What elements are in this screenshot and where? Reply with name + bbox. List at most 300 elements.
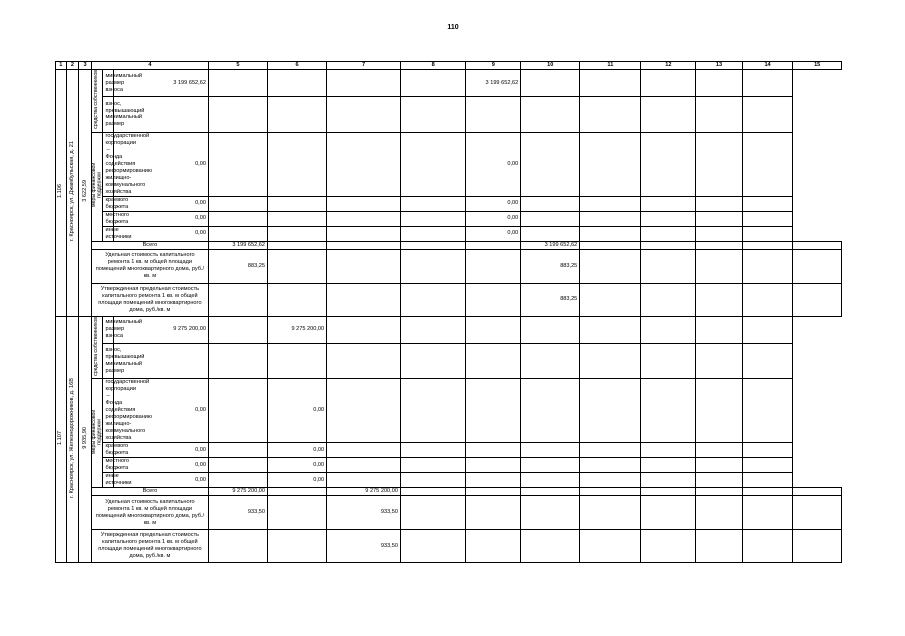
value-cell <box>466 249 521 283</box>
value-cell <box>208 443 267 458</box>
cell-text: 0,00 <box>195 476 206 483</box>
group-own-funds-text: средства собственников <box>93 70 100 129</box>
value-cell <box>466 316 521 343</box>
record-area-text: 9 935,90 <box>81 427 88 449</box>
cell-text: 0,00 <box>195 446 206 453</box>
value-cell <box>327 97 401 133</box>
value-cell <box>580 249 641 283</box>
value-cell <box>641 241 696 249</box>
value-cell <box>580 283 641 316</box>
group-support <box>91 132 103 241</box>
value-cell <box>268 70 327 97</box>
value-cell <box>742 70 793 97</box>
value-cell <box>268 473 327 488</box>
value-cell <box>400 241 465 249</box>
cell-text: 0,00 <box>507 215 519 222</box>
value-cell <box>208 226 267 241</box>
group-support-text: меры финансовой поддержки <box>90 163 103 208</box>
cell-text: 0,00 <box>507 230 519 237</box>
value-cell <box>466 443 521 458</box>
column-number: 8 <box>400 62 465 70</box>
column-number: 3 <box>79 62 92 70</box>
cell-text: местного бюджета <box>105 458 129 472</box>
value-cell <box>742 249 793 283</box>
value-cell <box>466 196 521 211</box>
cell-text: 883,25 <box>560 262 578 269</box>
record-address <box>66 70 79 317</box>
row-label-other <box>103 473 132 488</box>
value-cell <box>641 132 696 196</box>
value-cell <box>641 226 696 241</box>
group-support <box>91 379 103 488</box>
value-cell <box>580 530 641 563</box>
value-cell <box>521 211 580 226</box>
value-cell <box>742 283 793 316</box>
cell-text: 3 199 652,62 <box>232 241 266 248</box>
group-own-funds <box>91 70 103 133</box>
value-cell <box>521 241 580 249</box>
cell-text: 0,00 <box>313 461 325 468</box>
value-cell <box>327 473 401 488</box>
cell-text: минимальный размер взноса <box>105 72 143 93</box>
record-number <box>56 70 67 317</box>
value-cell <box>793 496 842 530</box>
column-number: 13 <box>696 62 742 70</box>
value-cell <box>641 473 696 488</box>
value-cell <box>208 249 267 283</box>
value-cell <box>400 211 465 226</box>
column-number: 9 <box>466 62 521 70</box>
value-cell <box>327 496 401 530</box>
value-cell <box>742 97 793 133</box>
value-cell <box>793 283 842 316</box>
cell-text: 0,00 <box>195 230 206 237</box>
value-cell <box>327 458 401 473</box>
value-cell <box>208 458 267 473</box>
value-cell <box>742 488 793 496</box>
row-label-above-min <box>103 343 145 379</box>
cell-text: 9 275 200,00 <box>291 326 325 333</box>
column-number: 11 <box>580 62 641 70</box>
value-cell <box>208 241 267 249</box>
row-label-local <box>103 211 129 226</box>
row-label-other <box>103 226 132 241</box>
table-row <box>56 249 842 283</box>
cell-text: 0,00 <box>313 446 325 453</box>
cell-text: 0,00 <box>313 407 325 414</box>
value-cell <box>580 343 641 379</box>
row-label-fund <box>103 132 153 196</box>
value-cell <box>580 132 641 196</box>
row-label-total <box>91 488 208 496</box>
value-cell <box>400 283 465 316</box>
value-cell <box>696 316 742 343</box>
value-cell <box>327 249 401 283</box>
value-cell <box>466 283 521 316</box>
value-cell <box>208 132 267 196</box>
group-support-text: меры финансовой поддержки <box>90 409 103 455</box>
value-cell <box>466 530 521 563</box>
value-cell <box>327 196 401 211</box>
value-cell <box>327 241 401 249</box>
column-number: 14 <box>742 62 793 70</box>
cell-text: 0,00 <box>507 200 519 207</box>
row-label-fund <box>103 379 153 443</box>
column-number: 10 <box>521 62 580 70</box>
cell-text: Утвержденная предельная стоимость капитального ремонта 1 кв. м общей площади помещений многоквартирного дома, руб./кв. м <box>98 532 202 560</box>
column-number: 15 <box>793 62 842 70</box>
cell-text: 883,25 <box>560 296 578 303</box>
value-cell <box>327 443 401 458</box>
cell-text: Всего <box>142 241 158 248</box>
value-cell <box>268 379 327 443</box>
value-cell <box>268 249 327 283</box>
value-cell <box>521 316 580 343</box>
cell-text: взнос, превышающий минимальный размер <box>105 100 145 128</box>
value-cell <box>466 70 521 97</box>
value-cell <box>742 379 793 443</box>
value-cell <box>742 343 793 379</box>
value-cell <box>466 97 521 133</box>
cell-text: 3 199 652,62 <box>173 79 206 86</box>
row-label-above-min <box>103 97 145 133</box>
value-cell <box>466 473 521 488</box>
value-cell <box>641 343 696 379</box>
value-cell <box>208 211 267 226</box>
value-cell <box>696 97 742 133</box>
value-cell <box>400 249 465 283</box>
value-cell <box>521 473 580 488</box>
value-cell <box>466 132 521 196</box>
value-cell <box>208 530 267 563</box>
column-number: 2 <box>66 62 79 70</box>
value-cell <box>521 488 580 496</box>
value-cell <box>268 443 327 458</box>
cell-text: 9 275 200,00 <box>232 488 266 495</box>
value-cell <box>641 196 696 211</box>
record-area-text: 3 622,59 <box>81 180 88 203</box>
value-cell <box>580 97 641 133</box>
cell-text: 3 199 652,62 <box>544 241 578 248</box>
cell-text: 0,00 <box>195 407 206 414</box>
cell-text: Утвержденная предельная стоимость капитального ремонта 1 кв. м общей площади помещений многоквартирного дома, руб./кв. м <box>98 285 202 313</box>
value-cell <box>268 211 327 226</box>
column-number-row <box>56 62 842 70</box>
value-cell <box>466 458 521 473</box>
table-row <box>56 488 842 496</box>
value-cell <box>696 443 742 458</box>
row-label-limit-cost <box>91 283 208 316</box>
value-cell <box>696 241 742 249</box>
cell-text: 883,25 <box>247 262 266 269</box>
value-cell <box>268 496 327 530</box>
value-cell <box>466 496 521 530</box>
record-address-text: г. Красноярск, ул. Джамбульская, д. 21 <box>68 141 75 242</box>
value-cell <box>742 132 793 196</box>
value-cell <box>208 496 267 530</box>
value-cell <box>466 241 521 249</box>
table-body <box>56 62 842 563</box>
value-cell <box>521 443 580 458</box>
value-cell <box>208 473 267 488</box>
value-cell <box>400 379 465 443</box>
record-number <box>56 316 67 563</box>
cell-text: местного бюджета <box>105 211 129 225</box>
cell-text: иные источники <box>105 226 132 240</box>
value-cell <box>400 496 465 530</box>
value-cell <box>327 343 401 379</box>
value-cell <box>641 488 696 496</box>
cell-text: 0,00 <box>195 461 206 468</box>
table-row <box>56 211 842 226</box>
value-cell <box>268 283 327 316</box>
value-cell <box>521 496 580 530</box>
value-cell <box>742 458 793 473</box>
cell-text: краевого бюджета <box>105 443 129 457</box>
value-cell <box>327 530 401 563</box>
cell-text: 933,50 <box>380 542 398 549</box>
cell-text: 0,00 <box>195 160 206 167</box>
cell-text: 933,50 <box>380 509 398 516</box>
value-cell <box>580 443 641 458</box>
cell-text: 0,00 <box>313 476 325 483</box>
value-cell <box>327 283 401 316</box>
value-cell <box>327 316 401 343</box>
value-cell <box>268 530 327 563</box>
value-cell <box>793 530 842 563</box>
cell-text: 0,00 <box>507 160 519 167</box>
value-cell <box>208 316 267 343</box>
value-cell <box>327 211 401 226</box>
value-cell <box>641 316 696 343</box>
value-cell <box>521 458 580 473</box>
value-cell <box>696 496 742 530</box>
value-cell <box>400 473 465 488</box>
cell-text: Удельная стоимость капитального ремонта 1 кв. м общей площади помещений многоквартирного дома, руб./кв. м <box>95 252 205 280</box>
value-cell <box>208 196 267 211</box>
table-row <box>56 530 842 563</box>
value-cell <box>400 226 465 241</box>
cell-text: 9 275 200,00 <box>173 326 206 333</box>
value-cell <box>742 473 793 488</box>
value-cell <box>641 458 696 473</box>
cell-text: минимальный размер взноса <box>105 319 143 340</box>
value-cell <box>208 488 267 496</box>
column-number: 5 <box>208 62 267 70</box>
value-cell <box>696 226 742 241</box>
value-cell <box>327 70 401 97</box>
value-cell <box>793 241 842 249</box>
value-cell <box>742 196 793 211</box>
value-cell <box>521 283 580 316</box>
row-label-min-fee <box>103 316 143 343</box>
value-cell <box>208 70 267 97</box>
row-label-regional <box>103 196 129 211</box>
value-cell <box>580 316 641 343</box>
value-cell <box>793 488 842 496</box>
value-cell <box>742 241 793 249</box>
table-row <box>56 379 842 443</box>
value-cell <box>327 132 401 196</box>
cell-text: государственной корпорации – Фонда содействия реформированию жилищно-коммунального хозяйства <box>105 379 153 442</box>
column-number: 12 <box>641 62 696 70</box>
table-row <box>56 132 842 196</box>
value-cell <box>268 226 327 241</box>
row-label-local <box>103 458 129 473</box>
value-cell <box>521 343 580 379</box>
record-address-text: г. Красноярск, ул. Железнодорожников, д. 16В <box>68 377 75 498</box>
value-cell <box>696 458 742 473</box>
table-row <box>56 283 842 316</box>
column-number: 7 <box>327 62 401 70</box>
value-cell <box>696 196 742 211</box>
value-cell <box>696 343 742 379</box>
value-cell <box>268 316 327 343</box>
value-cell <box>400 196 465 211</box>
value-cell <box>400 132 465 196</box>
value-cell <box>268 458 327 473</box>
value-cell <box>580 458 641 473</box>
value-cell <box>400 488 465 496</box>
cell-text: 933,50 <box>247 509 266 516</box>
row-label-total <box>91 241 208 249</box>
value-cell <box>400 70 465 97</box>
table-row <box>56 343 842 379</box>
column-number: 6 <box>268 62 327 70</box>
cell-text: государственной корпорации – Фонда содействия реформированию жилищно-коммунального хозяйства <box>105 132 153 195</box>
value-cell <box>268 132 327 196</box>
value-cell <box>641 70 696 97</box>
value-cell <box>742 316 793 343</box>
value-cell <box>696 132 742 196</box>
row-label-regional <box>103 443 129 458</box>
value-cell <box>580 473 641 488</box>
record-address <box>66 316 79 563</box>
value-cell <box>521 132 580 196</box>
value-cell <box>400 316 465 343</box>
record-number-text: 1.106 <box>57 184 64 199</box>
value-cell <box>580 70 641 97</box>
value-cell <box>466 211 521 226</box>
row-label-unit-cost <box>91 496 208 530</box>
value-cell <box>208 379 267 443</box>
cell-text: Всего <box>142 488 158 495</box>
value-cell <box>742 496 793 530</box>
value-cell <box>641 530 696 563</box>
value-cell <box>742 226 793 241</box>
cell-text: 0,00 <box>195 200 206 207</box>
value-cell <box>327 488 401 496</box>
value-cell <box>580 241 641 249</box>
column-number: 4 <box>91 62 208 70</box>
row-label-limit-cost <box>91 530 208 563</box>
value-cell <box>268 196 327 211</box>
record-area <box>79 70 92 317</box>
value-cell <box>696 488 742 496</box>
value-cell <box>268 241 327 249</box>
table-row <box>56 196 842 211</box>
value-cell <box>641 496 696 530</box>
cell-text: 3 199 652,62 <box>485 79 519 86</box>
record-number-text: 1.107 <box>57 430 64 445</box>
group-own-funds <box>91 316 103 379</box>
cell-text: иные источники <box>105 473 132 487</box>
value-cell <box>696 283 742 316</box>
value-cell <box>742 530 793 563</box>
table-row <box>56 97 842 133</box>
value-cell <box>268 97 327 133</box>
table-row <box>56 70 842 97</box>
cell-text: 9 275 200,00 <box>365 488 398 495</box>
value-cell <box>580 379 641 443</box>
table-row <box>56 458 842 473</box>
table-row <box>56 226 842 241</box>
value-cell <box>641 211 696 226</box>
column-number: 1 <box>56 62 67 70</box>
value-cell <box>580 211 641 226</box>
table-row <box>56 316 842 343</box>
value-cell <box>466 488 521 496</box>
value-cell <box>696 211 742 226</box>
cell-text: 0,00 <box>195 215 206 222</box>
value-cell <box>466 379 521 443</box>
group-own-funds-text: средства собственников <box>93 316 100 376</box>
value-cell <box>696 379 742 443</box>
page-number: 110 <box>447 24 459 31</box>
value-cell <box>641 97 696 133</box>
value-cell <box>696 249 742 283</box>
cell-text: Удельная стоимость капитального ремонта 1 кв. м общей площади помещений многоквартирного дома, руб./кв. м <box>95 498 205 526</box>
value-cell <box>466 343 521 379</box>
table-row <box>56 473 842 488</box>
value-cell <box>696 530 742 563</box>
cell-text: взнос, превышающий минимальный размер <box>105 347 145 375</box>
value-cell <box>521 226 580 241</box>
table-row <box>56 443 842 458</box>
value-cell <box>466 226 521 241</box>
value-cell <box>208 97 267 133</box>
value-cell <box>641 283 696 316</box>
value-cell <box>696 70 742 97</box>
value-cell <box>327 379 401 443</box>
value-cell <box>400 458 465 473</box>
row-label-min-fee <box>103 70 143 97</box>
value-cell <box>580 226 641 241</box>
value-cell <box>208 283 267 316</box>
value-cell <box>580 196 641 211</box>
value-cell <box>208 343 267 379</box>
value-cell <box>641 379 696 443</box>
capital-repair-table <box>55 61 842 563</box>
value-cell <box>696 473 742 488</box>
record-area <box>79 316 92 563</box>
value-cell <box>641 249 696 283</box>
value-cell <box>327 226 401 241</box>
row-label-unit-cost <box>91 249 208 283</box>
table-row <box>56 496 842 530</box>
value-cell <box>521 379 580 443</box>
value-cell <box>521 97 580 133</box>
value-cell <box>580 488 641 496</box>
table-row <box>56 241 842 249</box>
value-cell <box>521 196 580 211</box>
value-cell <box>521 249 580 283</box>
value-cell <box>742 443 793 458</box>
value-cell <box>400 443 465 458</box>
value-cell <box>400 343 465 379</box>
value-cell <box>793 249 842 283</box>
value-cell <box>742 211 793 226</box>
